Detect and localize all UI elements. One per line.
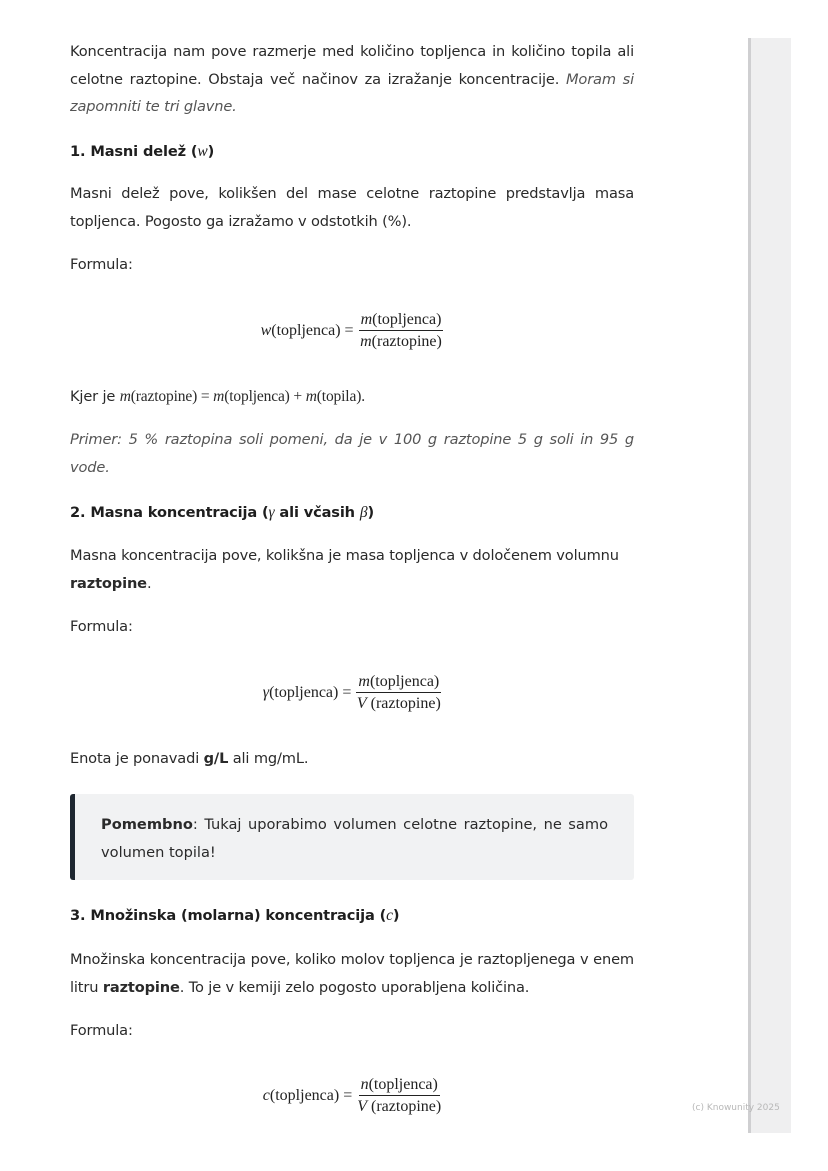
paragraph-bold: raztopine xyxy=(102,978,180,996)
fraction xyxy=(357,1074,441,1117)
heading-text: 3. Množinska (molarna) koncentracija ( xyxy=(70,907,387,924)
num-var: m xyxy=(358,673,370,690)
section1-formula-label: Formula: xyxy=(70,256,133,273)
heading-mid: ali včasih xyxy=(274,504,360,521)
num-var: n xyxy=(360,1076,369,1093)
section1-heading xyxy=(70,138,634,166)
section1-paragraph: Masni delež pove, kolikšen del mase celotne raztopine predstavlja masa topljenca. Pogosto ga izražamo v odstotkih (%). xyxy=(70,185,634,230)
heading-symbol: c xyxy=(386,907,393,924)
numerator: (topljenca) xyxy=(368,1076,438,1093)
important-callout xyxy=(70,794,634,880)
note-prefix: Kjer je xyxy=(70,388,120,405)
den-var: V xyxy=(356,695,367,712)
paragraph-text: Množinska koncentracija pove, koliko molov topljenca je raztopljenega v enem litru xyxy=(70,951,634,996)
heading-end: ) xyxy=(367,504,374,521)
heading-text: 1. Masni delež ( xyxy=(70,143,198,160)
callout-text: : Tukaj uporabimo volumen celotne raztopine, ne samo volumen topila! xyxy=(101,816,608,861)
numerator: (topljenca) xyxy=(372,311,442,328)
watermark: (c) Knowunity 2025 xyxy=(692,1103,780,1113)
section2-unit xyxy=(70,745,634,773)
section3-formula-label: Formula: xyxy=(70,1022,133,1039)
heading-end: ) xyxy=(207,143,215,160)
num-var: m xyxy=(360,311,373,328)
paragraph-end: . xyxy=(146,574,152,592)
mass-concentration-formula xyxy=(70,671,634,714)
paragraph-bold: raztopine xyxy=(70,574,147,592)
section1-example: Primer: 5 % raztopina soli pomeni, da je v 100 g raztopine 5 g soli in 95 g vode. xyxy=(70,431,634,476)
heading-end: ) xyxy=(392,907,400,924)
heading-symbol: β xyxy=(359,504,368,521)
side-panel xyxy=(748,38,791,1133)
lhs-var: c xyxy=(262,1086,270,1104)
section2-paragraph xyxy=(70,542,634,597)
numerator: (topljenca) xyxy=(369,673,440,690)
section1-note xyxy=(70,383,634,411)
note-var: m xyxy=(305,388,317,405)
heading-symbol: w xyxy=(197,143,208,160)
fraction xyxy=(356,671,441,714)
intro-text: Koncentracija nam pove razmerje med količino topljenca in količino topila ali celotne raztopine. Obstaja več načinov za izražanje koncentracije. xyxy=(70,43,634,88)
denominator: (raztopine) xyxy=(371,333,442,350)
lhs: (topljenca) = xyxy=(271,321,354,339)
fraction xyxy=(359,309,444,352)
lhs: (topljenca) = xyxy=(269,683,352,701)
denominator: (raztopine) xyxy=(366,695,441,712)
section3-heading xyxy=(70,902,634,930)
den-var: m xyxy=(360,333,372,350)
paragraph-text: Masna koncentracija pove, kolikšna je masa topljenca v določenem volumnu xyxy=(70,547,619,564)
mass-fraction-formula xyxy=(70,309,634,352)
lhs: (topljenca) = xyxy=(269,1086,353,1104)
lhs-var: γ xyxy=(262,683,270,701)
intro-italic: Moram si zapomniti te tri glavne. xyxy=(70,70,634,115)
heading-text: 2. Masna koncentracija ( xyxy=(70,504,269,521)
paragraph-end: . To je v kemiji zelo pogosto uporabljena količina. xyxy=(179,978,530,996)
callout-bold: Pomembno xyxy=(101,816,193,833)
note-var: m xyxy=(213,388,225,405)
den-var: V xyxy=(357,1098,368,1115)
heading-symbol: γ xyxy=(268,504,275,521)
unit-bold: g/L xyxy=(203,750,229,767)
note-part: (topila). xyxy=(316,388,365,405)
section2-heading xyxy=(70,499,634,527)
unit-end: ali mg/mL. xyxy=(228,750,309,767)
denominator: (raztopine) xyxy=(367,1098,442,1115)
section3-paragraph xyxy=(70,946,634,1001)
section2-formula-label: Formula: xyxy=(70,618,133,635)
note-part: (topljenca) + xyxy=(224,388,306,405)
lhs-var: w xyxy=(260,321,272,339)
molar-concentration-formula xyxy=(70,1074,634,1117)
note-var: m xyxy=(119,388,131,405)
unit-prefix: Enota je ponavadi xyxy=(70,750,204,767)
intro-paragraph xyxy=(70,38,634,121)
note-part: (raztopine) = xyxy=(130,388,214,405)
